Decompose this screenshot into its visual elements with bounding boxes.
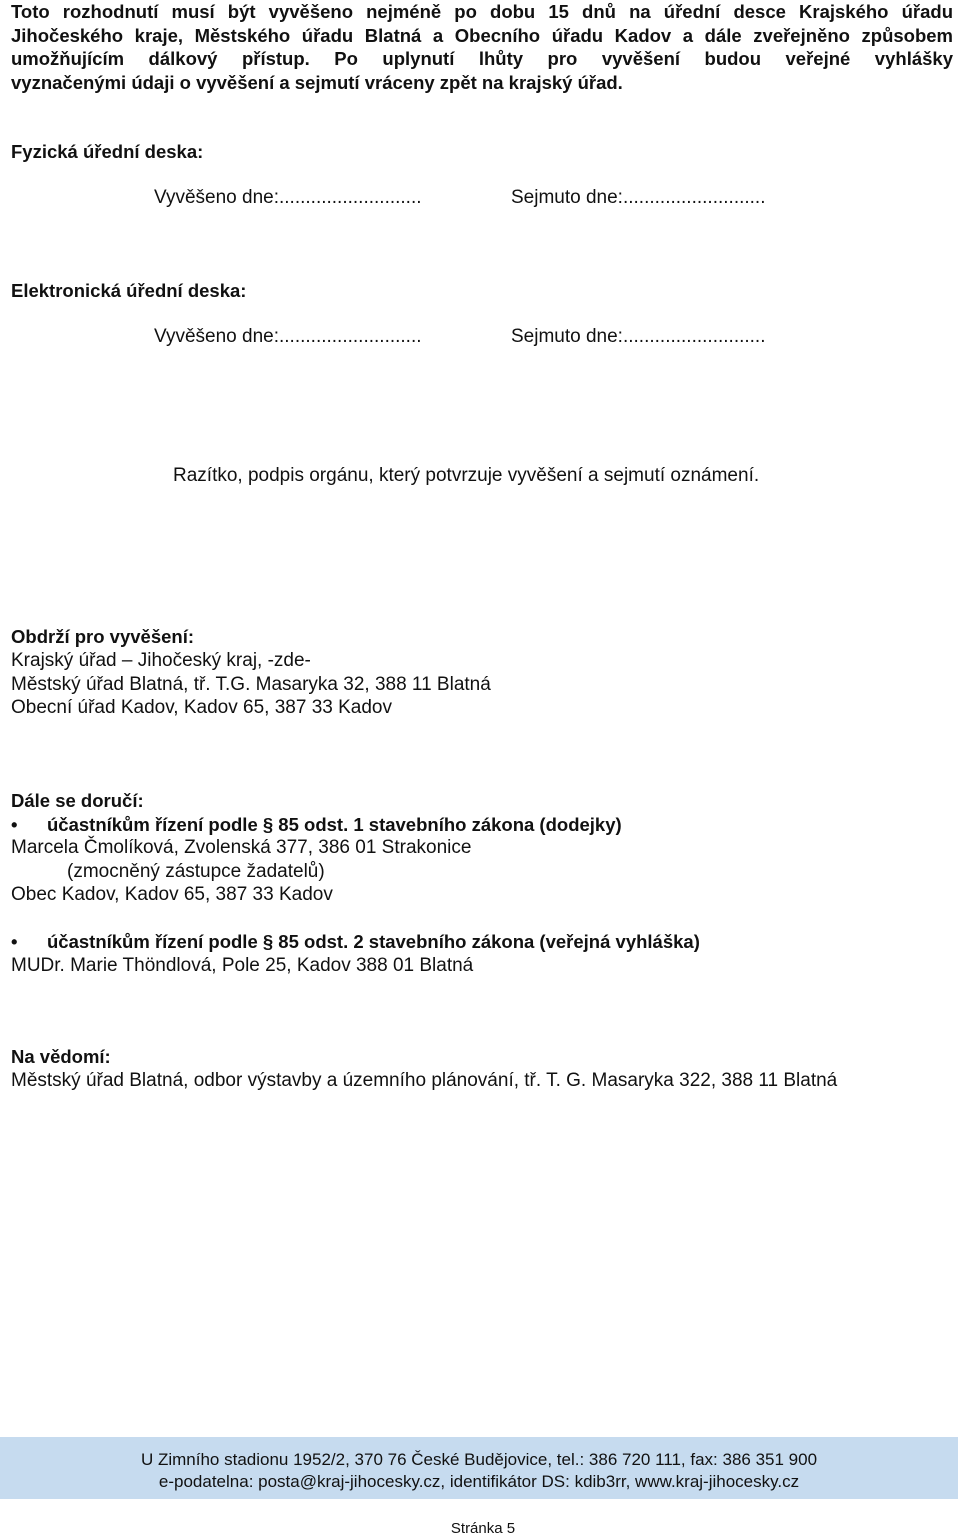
- stamp-note: Razítko, podpis orgánu, který potvrzuje vyvěšení a sejmutí oznámení.: [173, 465, 760, 486]
- electronic-board-heading: Elektronická úřední deska:: [11, 280, 247, 301]
- bullet-icon: •: [11, 931, 18, 952]
- group-title: účastníkům řízení podle § 85 odst. 2 stavebního zákona (veřejná vyhláška): [47, 931, 700, 952]
- recipient-line: Obecní úřad Kadov, Kadov 65, 387 33 Kadov: [11, 697, 392, 718]
- intro-paragraph: [11, 0, 953, 94]
- receives-heading: Obdrží pro vyvěšení:: [11, 626, 194, 647]
- footer-contacts: e-podatelna: posta@kraj-jihocesky.cz, identifikátor DS: kdib3rr, www.kraj-jihocesky.cz: [158, 1472, 800, 1491]
- footer-address: U Zimního stadionu 1952/2, 370 76 České Budějovice, tel.: 386 720 111, fax: 386 351 900: [140, 1450, 818, 1469]
- recipient-line: Městský úřad Blatná, tř. T.G. Masaryka 32, 388 11 Blatná: [11, 674, 491, 695]
- recipient-line: Krajský úřad – Jihočeský kraj, -zde-: [11, 650, 311, 671]
- delivery-line: Obec Kadov, Kadov 65, 387 33 Kadov: [11, 884, 333, 905]
- information-heading: Na vědomí:: [11, 1046, 111, 1067]
- physical-board-heading: Fyzická úřední deska:: [11, 141, 204, 162]
- delivered-heading: Dále se doručí:: [11, 790, 144, 811]
- delivery-line: (zmocněný zástupce žadatelů): [67, 861, 325, 882]
- page-number: Stránka 5: [450, 1520, 516, 1537]
- physical-removed-field: Sejmuto dne:...........................: [511, 187, 766, 208]
- delivery-line: MUDr. Marie Thöndlová, Pole 25, Kadov 388 01 Blatná: [11, 955, 474, 976]
- intro-line: umožňujícím dálkový přístup. Po uplynutí lhůty pro vyvěšení budou veřejné vyhlášky: [11, 48, 953, 69]
- physical-posted-field: Vyvěšeno dne:...........................: [154, 187, 422, 208]
- electronic-posted-field: Vyvěšeno dne:...........................: [154, 326, 422, 347]
- intro-line: vyznačenými údaji o vyvěšení a sejmutí vráceny zpět na krajský úřad.: [11, 71, 623, 93]
- group-title: účastníkům řízení podle § 85 odst. 1 stavebního zákona (dodejky): [47, 814, 622, 835]
- intro-line: Jihočeského kraje, Městského úřadu Blatná a Obecního úřadu Kadov a dále zveřejněno způsobem: [11, 24, 953, 46]
- intro-line: Toto rozhodnutí musí být vyvěšeno nejméně po dobu 15 dnů na úřední desce Krajského úřadu: [11, 1, 953, 22]
- delivery-line: Marcela Čmolíková, Zvolenská 377, 386 01 Strakonice: [11, 837, 472, 858]
- footer-band: [0, 1437, 958, 1499]
- bullet-icon: •: [11, 814, 18, 835]
- electronic-removed-field: Sejmuto dne:...........................: [511, 326, 766, 347]
- information-line: Městský úřad Blatná, odbor výstavby a územního plánování, tř. T. G. Masaryka 322, 388 11 Blatná: [11, 1070, 838, 1091]
